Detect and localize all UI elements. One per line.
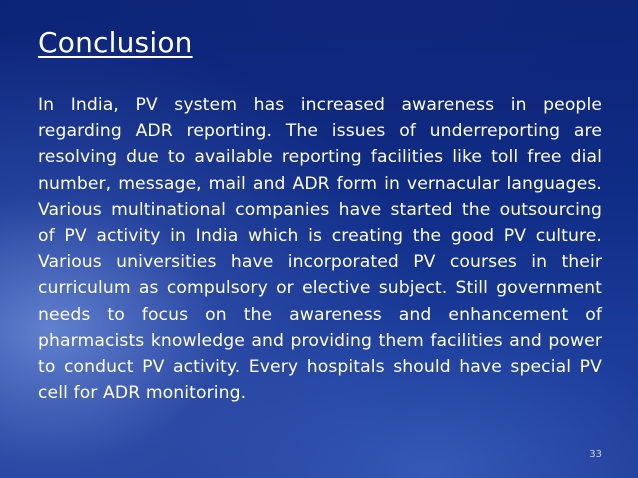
page-number: 33 [589,449,602,460]
slide-title: Conclusion [38,26,193,59]
slide-body-text: In India, PV system has increased awareness in people regarding ADR reporting. The issues of underreporting are resolving due to available reporting facilities like toll free dial number, message, mail and ADR form in vernacular languages. Various multinational companies have started the outsourcing of PV activity in India which is creating the good PV culture. Various universities have incorporated PV courses in their curriculum as compulsory or elective subject. Still government needs to focus on the awareness and enhancement of pharmacists knowledge and providing them facilities and power to conduct PV activity. Every hospitals should have special PV cell for ADR monitoring. [38,95,602,404]
